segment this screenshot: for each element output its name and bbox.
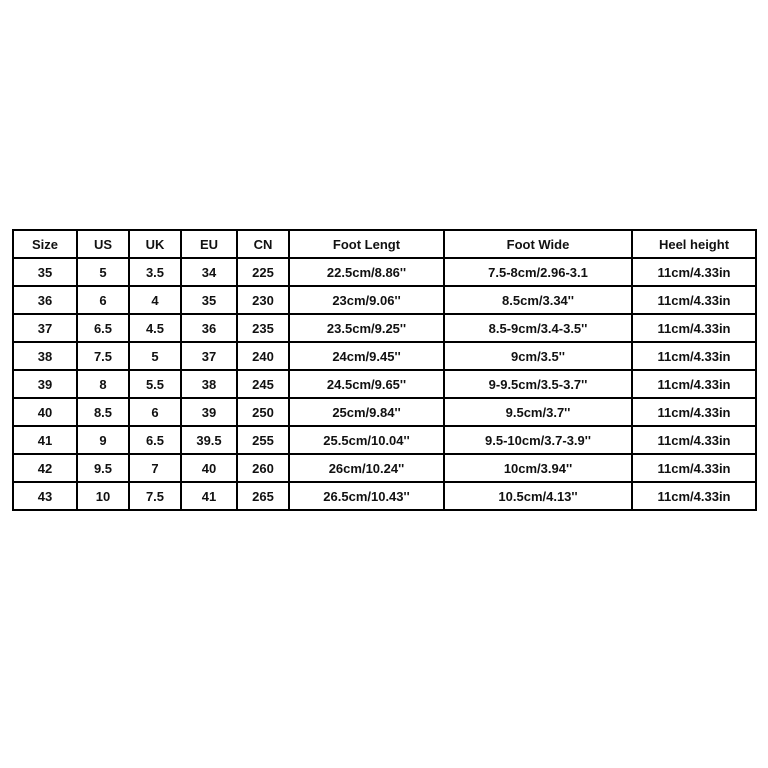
cell-eu: 36 — [181, 314, 237, 342]
cell-uk: 4 — [129, 286, 181, 314]
cell-foot-wide: 9.5-10cm/3.7-3.9'' — [444, 426, 632, 454]
table-row — [13, 314, 756, 342]
cell-heel-height: 11cm/4.33in — [632, 342, 756, 370]
cell-size: 42 — [13, 454, 77, 482]
cell-heel-height: 11cm/4.33in — [632, 398, 756, 426]
cell-heel-height: 11cm/4.33in — [632, 482, 756, 510]
cell-us: 9 — [77, 426, 129, 454]
cell-us: 6.5 — [77, 314, 129, 342]
cell-size: 35 — [13, 258, 77, 286]
header-heel-height: Heel height — [632, 230, 756, 258]
header-eu: EU — [181, 230, 237, 258]
header-us: US — [77, 230, 129, 258]
cell-eu: 41 — [181, 482, 237, 510]
cell-foot-length: 23.5cm/9.25'' — [289, 314, 444, 342]
cell-foot-length: 25cm/9.84'' — [289, 398, 444, 426]
cell-cn: 260 — [237, 454, 289, 482]
cell-foot-wide: 9cm/3.5'' — [444, 342, 632, 370]
cell-uk: 6 — [129, 398, 181, 426]
cell-foot-wide: 7.5-8cm/2.96-3.1 — [444, 258, 632, 286]
cell-us: 8 — [77, 370, 129, 398]
header-uk: UK — [129, 230, 181, 258]
table-row — [13, 370, 756, 398]
cell-uk: 4.5 — [129, 314, 181, 342]
cell-foot-wide: 10.5cm/4.13'' — [444, 482, 632, 510]
cell-size: 40 — [13, 398, 77, 426]
table-row — [13, 398, 756, 426]
header-size: Size — [13, 230, 77, 258]
cell-cn: 245 — [237, 370, 289, 398]
cell-cn: 230 — [237, 286, 289, 314]
header-foot-length: Foot Lengt — [289, 230, 444, 258]
cell-eu: 39.5 — [181, 426, 237, 454]
table-row — [13, 258, 756, 286]
cell-foot-length: 23cm/9.06'' — [289, 286, 444, 314]
cell-cn: 265 — [237, 482, 289, 510]
header-cn: CN — [237, 230, 289, 258]
cell-foot-wide: 10cm/3.94'' — [444, 454, 632, 482]
cell-uk: 7 — [129, 454, 181, 482]
cell-foot-length: 24cm/9.45'' — [289, 342, 444, 370]
table-row — [13, 482, 756, 510]
cell-uk: 5.5 — [129, 370, 181, 398]
cell-eu: 35 — [181, 286, 237, 314]
cell-eu: 40 — [181, 454, 237, 482]
cell-us: 8.5 — [77, 398, 129, 426]
cell-heel-height: 11cm/4.33in — [632, 426, 756, 454]
table-row — [13, 342, 756, 370]
header-row — [13, 230, 756, 258]
cell-foot-length: 26.5cm/10.43'' — [289, 482, 444, 510]
cell-heel-height: 11cm/4.33in — [632, 258, 756, 286]
cell-foot-length: 22.5cm/8.86'' — [289, 258, 444, 286]
table-row — [13, 454, 756, 482]
cell-foot-wide: 9.5cm/3.7'' — [444, 398, 632, 426]
cell-size: 38 — [13, 342, 77, 370]
cell-foot-length: 26cm/10.24'' — [289, 454, 444, 482]
cell-eu: 38 — [181, 370, 237, 398]
cell-foot-length: 25.5cm/10.04'' — [289, 426, 444, 454]
cell-heel-height: 11cm/4.33in — [632, 314, 756, 342]
cell-eu: 37 — [181, 342, 237, 370]
cell-eu: 39 — [181, 398, 237, 426]
cell-cn: 240 — [237, 342, 289, 370]
cell-foot-length: 24.5cm/9.65'' — [289, 370, 444, 398]
cell-us: 6 — [77, 286, 129, 314]
cell-cn: 225 — [237, 258, 289, 286]
size-chart-table — [12, 229, 757, 511]
cell-size: 37 — [13, 314, 77, 342]
cell-foot-wide: 8.5-9cm/3.4-3.5'' — [444, 314, 632, 342]
cell-uk: 5 — [129, 342, 181, 370]
cell-size: 41 — [13, 426, 77, 454]
cell-us: 10 — [77, 482, 129, 510]
cell-foot-wide: 8.5cm/3.34'' — [444, 286, 632, 314]
cell-heel-height: 11cm/4.33in — [632, 370, 756, 398]
cell-cn: 255 — [237, 426, 289, 454]
cell-us: 7.5 — [77, 342, 129, 370]
cell-uk: 7.5 — [129, 482, 181, 510]
header-foot-wide: Foot Wide — [444, 230, 632, 258]
cell-cn: 235 — [237, 314, 289, 342]
table-row — [13, 286, 756, 314]
cell-us: 9.5 — [77, 454, 129, 482]
cell-uk: 3.5 — [129, 258, 181, 286]
cell-size: 39 — [13, 370, 77, 398]
table-row — [13, 426, 756, 454]
cell-foot-wide: 9-9.5cm/3.5-3.7'' — [444, 370, 632, 398]
cell-eu: 34 — [181, 258, 237, 286]
cell-size: 43 — [13, 482, 77, 510]
cell-heel-height: 11cm/4.33in — [632, 454, 756, 482]
cell-size: 36 — [13, 286, 77, 314]
cell-heel-height: 11cm/4.33in — [632, 286, 756, 314]
cell-uk: 6.5 — [129, 426, 181, 454]
cell-us: 5 — [77, 258, 129, 286]
cell-cn: 250 — [237, 398, 289, 426]
